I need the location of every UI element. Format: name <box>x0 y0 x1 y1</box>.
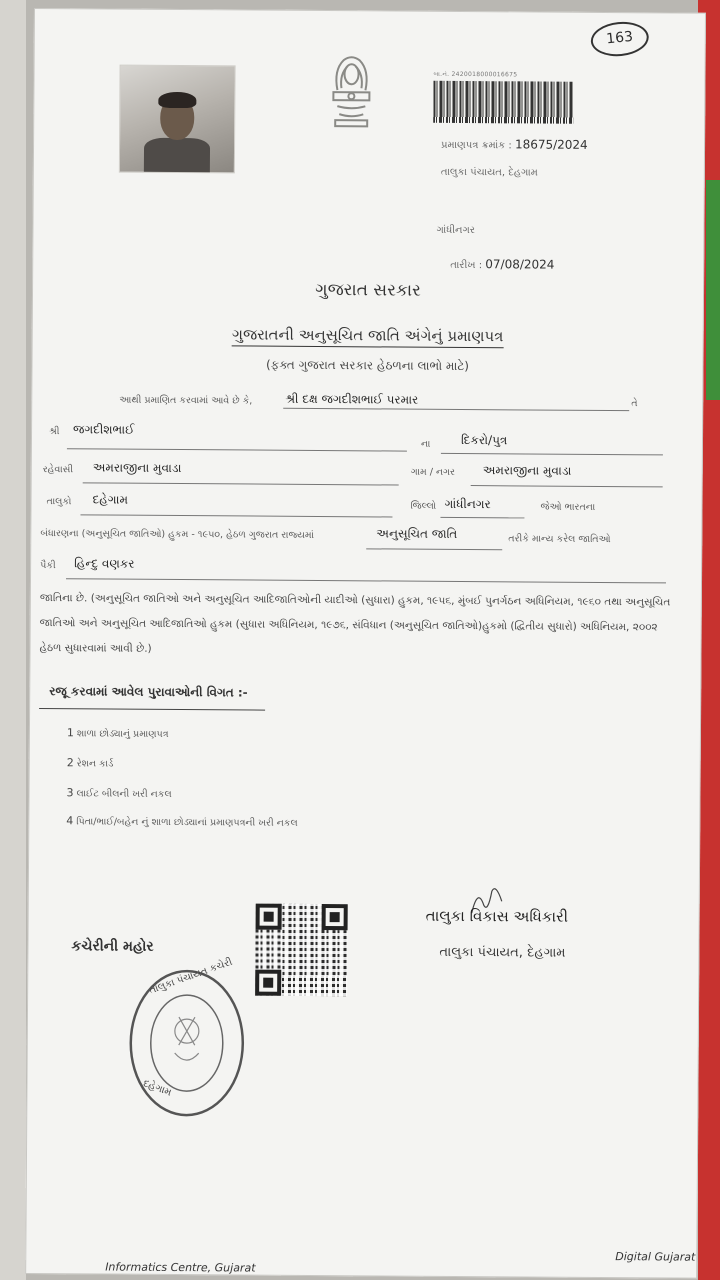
issuing-office: તાલુકા પંચાયત, દેહગામ <box>440 166 538 179</box>
seal-text-bottom: દહેગામ <box>141 1078 173 1099</box>
village-label: ગામ / નગર <box>410 466 455 478</box>
applicant-photo <box>119 65 236 174</box>
relation-value: દિકરો/પુત્ર <box>460 432 508 448</box>
certificate-number-label: પ્રમાણપત્ર ક્રમાંક : <box>441 139 512 152</box>
certificate-paper <box>25 8 706 1279</box>
barcode-serial: બા.નં. 2420018000016675 <box>433 70 518 79</box>
document-item-number: 4 <box>66 814 74 828</box>
document-item <box>67 726 169 740</box>
document-item-number: 3 <box>66 786 74 800</box>
recognized-text: તરીકે માન્ય કરેલ જાતિઓ <box>508 533 611 546</box>
order-text: બંધારણના (અનુસૂચિત જાતિઓ) હુકમ - ૧૯૫૦, હેઠળ ગુજરાત રાજ્યમાં <box>40 528 314 541</box>
district-label: જિલ્લો <box>410 500 437 512</box>
taluka-value: દહેગામ <box>92 492 129 507</box>
issue-date-label: તારીખ : <box>450 259 483 272</box>
name-line <box>283 408 629 411</box>
certificate-title-text: ગુજરાતની અનુસૂચિત જાતિ અંગેનું પ્રમાણપત્ર <box>232 325 504 348</box>
father-name: જગદીશભાઈ <box>73 422 135 437</box>
qr-code[interactable] <box>255 904 348 997</box>
document-item-number: 1 <box>66 726 74 740</box>
place: ગાંધીનગર <box>436 224 476 237</box>
seal-text-top: તાલુકા પંચાયત કચેરી <box>147 956 234 997</box>
documents-title: રજૂ કરવામાં આવેલ પુરાવાઓની વિગત :- <box>49 684 248 700</box>
document-item-label: લાઈટ બીલની ખરી નકલ <box>76 788 172 800</box>
footer-left-text: Informatics Centre, Gujarat <box>105 1260 256 1275</box>
name-suffix: તે <box>631 398 638 410</box>
relation-label: ના <box>420 438 431 450</box>
qr-finder <box>255 970 281 996</box>
village-value: અમરાજીના મુવાડા <box>482 463 572 478</box>
government-heading: ગુજરાત સરકાર <box>315 279 421 301</box>
document-item <box>66 786 171 800</box>
father-line <box>67 448 407 451</box>
bharat-text: જેઓ ભારતના <box>540 501 596 513</box>
resident-label: રહેવાસી <box>42 464 74 476</box>
category-line <box>366 548 502 550</box>
certificate-number <box>441 137 588 152</box>
documents-title-underline <box>39 708 265 711</box>
document-item-number: 2 <box>66 756 74 770</box>
resident-value: અમરાજીના મુવાડા <box>92 460 182 476</box>
document-item <box>66 814 297 829</box>
father-prefix: શ્રી <box>49 426 60 438</box>
certificate-title <box>32 324 704 347</box>
page-number: 163 <box>589 19 650 58</box>
national-emblem-icon <box>323 50 380 136</box>
legal-paragraph: જાતિના છે. (અનુસૂચિત જાતિઓ અને અનુસૂચિત આદિજાતિઓની યાદીઓ (સુધારા) હુકમ, ૧૯૫૬, મુંબઈ પુનર્ગઠન અધિનિયમ, ૧૯૬૦ તથા અનુસૂચિત જાતિઓ અને અનુસૂચિત આદિજાતિઓ હુકમ (સુધારા અધિનિયમ, ૧૯૭૬, સંવિધાન (અનુસૂચિત જાતિઓ)હુકમો (દ્વિતીય સુધારો) અધિનિયમ, ૨૦૦૨ હેઠળ સુધારવામાં આવી છે.) <box>39 592 671 655</box>
relation-line <box>441 453 663 456</box>
certify-text: આથી પ્રમાણિત કરવામાં આવે છે કે, <box>119 394 253 407</box>
caste-line <box>66 578 666 583</box>
officer-title: તાલુકા વિકાસ અધિકારી <box>425 906 569 926</box>
district-value: ગાંધીનગર <box>444 496 491 512</box>
background-green-strip <box>706 180 720 400</box>
footer-right-text: Digital Gujarat <box>615 1250 696 1264</box>
taluka-line <box>80 514 392 517</box>
document-item-label: રેશન કાર્ડ <box>76 758 114 770</box>
resident-line <box>83 482 399 485</box>
taluka-label: તાલુકો <box>46 496 72 508</box>
caste-prefix: પૈકી <box>40 560 56 572</box>
village-line <box>471 485 663 487</box>
issue-date <box>450 257 554 272</box>
applicant-name: શ્રી દક્ષ જગદીશભાઈ પરમાર <box>285 391 419 407</box>
category-value: અનુસૂચિત જાતિ <box>376 526 458 541</box>
document-item-label: શાળા છોડ્યાનું પ્રમાણપત્ર <box>76 728 169 740</box>
barcode-block <box>433 71 593 124</box>
qr-finder <box>256 904 282 930</box>
caste-value: હિન્દુ વણકર <box>74 556 135 571</box>
issue-date-value: 07/08/2024 <box>485 257 555 272</box>
seal-label: કચેરીની મહોર <box>71 938 154 955</box>
certificate-number-value: 18675/2024 <box>514 137 588 152</box>
certificate-subtitle: (ફક્ત ગુજરાત સરકાર હેઠળના લાભો માટે) <box>265 357 470 374</box>
document-item-label: પિતા/ભાઈ/બહેન નું શાળા છોડ્યાનાં પ્રમાણપત્રની ખરી નકલ <box>76 816 298 829</box>
officer-office: તાલુકા પંચાયત, દેહગામ <box>439 944 566 961</box>
qr-finder <box>322 904 348 930</box>
document-item <box>67 756 114 769</box>
district-line <box>440 517 524 519</box>
background-left <box>0 0 26 1280</box>
barcode <box>433 81 573 124</box>
